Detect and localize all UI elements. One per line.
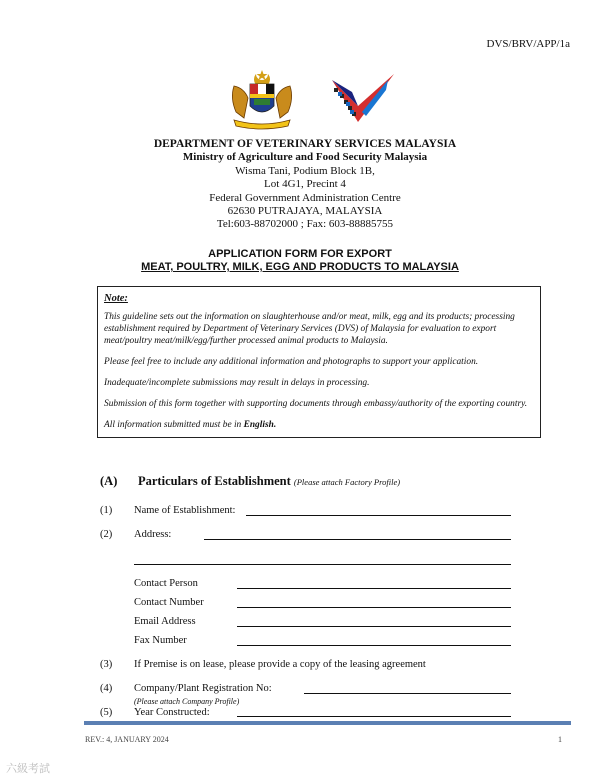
note-heading: Note: bbox=[104, 293, 128, 304]
fax-field[interactable] bbox=[237, 645, 511, 646]
fax-label: Fax Number bbox=[134, 635, 187, 646]
address-line: 62630 PUTRAJAYA, MALAYSIA bbox=[227, 205, 383, 218]
name-label: Name of Establishment: bbox=[134, 505, 236, 516]
phone-fax-line: Tel:603-88702000 ; Fax: 603-88885755 bbox=[216, 218, 394, 231]
address-field-line2[interactable] bbox=[134, 564, 511, 565]
dvs-logo bbox=[328, 72, 398, 128]
registration-subnote: (Please attach Company Profile) bbox=[134, 697, 240, 706]
document-reference: DVS/BRV/APP/1a bbox=[486, 38, 570, 50]
item-number: (4) bbox=[100, 683, 113, 694]
malaysia-coat-of-arms-logo bbox=[226, 68, 298, 130]
section-a-label: (A) bbox=[100, 474, 118, 488]
note-paragraph: Submission of this form together with supporting documents through embassy/authority of the exporting country. bbox=[104, 399, 528, 409]
email-field[interactable] bbox=[237, 626, 511, 627]
address-field-line1[interactable] bbox=[204, 539, 511, 540]
note-box bbox=[97, 286, 541, 438]
note-english-emphasis: English. bbox=[243, 420, 277, 430]
lease-text: If Premise is on lease, please provide a copy of the leasing agreement bbox=[134, 659, 426, 670]
note-paragraph bbox=[104, 419, 534, 431]
item-number: (2) bbox=[100, 529, 113, 540]
address-line: Lot 4G1, Precint 4 bbox=[264, 178, 346, 191]
page-number: 1 bbox=[558, 735, 562, 744]
note-paragraph: Inadequate/incomplete submissions may result in delays in processing. bbox=[104, 378, 370, 388]
section-a-title: Particulars of Establishment bbox=[138, 474, 291, 488]
item-number: (5) bbox=[100, 707, 113, 718]
registration-label: Company/Plant Registration No: bbox=[134, 683, 272, 694]
address-block bbox=[0, 138, 610, 232]
note-paragraph: Please feel free to include any additional information and photographs to support your application. bbox=[104, 357, 479, 367]
year-label: Year Constructed: bbox=[134, 707, 210, 718]
note-paragraph: This guideline sets out the information on slaughterhouse and/or meat, milk, egg and its products; processing establishment required by Department of Veterinary Services (DVS) of Malaysia for evaluation to export meat/poultry meat/milk/egg/further processed animal products to Malaysia. bbox=[104, 312, 515, 346]
form-title-line2: MEAT, POULTRY, MILK, EGG AND PRODUCTS TO MALAYSIA bbox=[141, 261, 459, 273]
footer-divider-bar bbox=[84, 721, 571, 725]
form-title-line1: APPLICATION FORM FOR EXPORT bbox=[208, 248, 392, 260]
contact-person-field[interactable] bbox=[237, 588, 511, 589]
contact-number-label: Contact Number bbox=[134, 597, 204, 608]
year-constructed-field[interactable] bbox=[237, 716, 511, 717]
address-line: Wisma Tani, Podium Block 1B, bbox=[235, 164, 375, 177]
note-english-text: All information submitted must be in bbox=[104, 420, 242, 430]
item-number: (3) bbox=[100, 659, 113, 670]
item-number: (1) bbox=[100, 505, 113, 516]
name-of-establishment-field[interactable] bbox=[246, 515, 511, 516]
contact-person-label: Contact Person bbox=[134, 578, 198, 589]
email-label: Email Address bbox=[134, 616, 196, 627]
address-label: Address: bbox=[134, 529, 172, 540]
section-a-heading bbox=[138, 474, 400, 489]
watermark: 六級考試 bbox=[6, 762, 50, 775]
registration-field[interactable] bbox=[304, 693, 511, 694]
contact-number-field[interactable] bbox=[237, 607, 511, 608]
revision-text: REV.: 4, JANUARY 2024 bbox=[85, 735, 169, 744]
form-title bbox=[0, 248, 600, 274]
ministry-name: Ministry of Agriculture and Food Security Malaysia bbox=[182, 151, 428, 164]
department-name: DEPARTMENT OF VETERINARY SERVICES MALAYSIA bbox=[153, 138, 457, 150]
address-line: Federal Government Administration Centre bbox=[209, 191, 401, 204]
section-a-subtitle: (Please attach Factory Profile) bbox=[293, 477, 401, 487]
